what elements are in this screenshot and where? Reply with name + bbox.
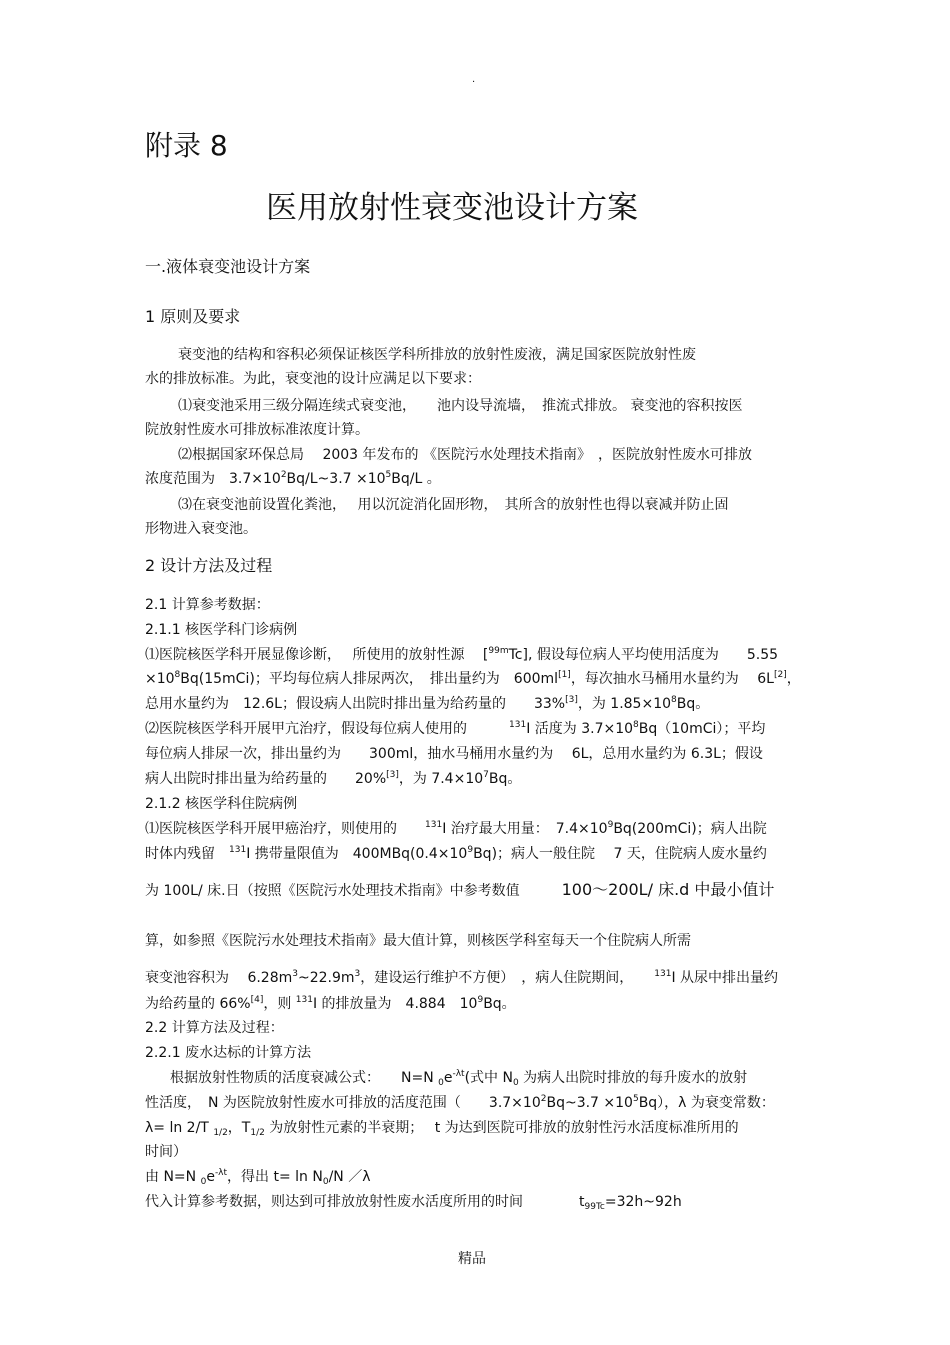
footer-label: 精品 <box>458 1251 486 1267</box>
para-line: 水的排放标准。为此，衰变池的设计应满足以下要求： <box>145 371 481 387</box>
para-line: 每位病人排尿一次，排出量约为 300ml，抽水马桶用水量约为 6L，总用水量约为 6.3L；假设 <box>145 746 763 762</box>
para-line: 形物进入衰变池。 <box>145 521 257 537</box>
section-heading-liquid-tank: 一.液体衰变池设计方案 <box>145 257 311 276</box>
para-line: 浓度范围为 $3.7\times 10^2Bq/L\sim 3.7 \times 10^5Bq/L$ 。 <box>145 470 441 487</box>
subheading: 2.1 计算参考数据： <box>145 597 270 613</box>
para-line: 为 100L/ 床.日（按照《医院污水处理技术指南》中参考数值 100～200L/ 床.d 中最小值计 <box>145 880 775 899</box>
para-line: λ= ln 2/T $_{1/2}$，$T_{1/2}$ 为放射性元素的半衰期； t 为达到医院可排放的放射性污水活度标准所用的 <box>145 1120 739 1138</box>
para-line: 时间） <box>145 1144 187 1160</box>
para-line: 代入计算参考数据，则达到可排放放射性废水活度所用的时间 $t_{99Tc}=32h\sim 92h$ <box>145 1194 682 1212</box>
para-line: 为给药量的 66%[4]，则 $^{131}$I 的排放量为 4.884 $10^9Bq$。 <box>145 995 516 1012</box>
para-line: 根据放射性物质的活度衰减公式： N=N $_0e^{-\lambda t}$(式中 $N_0$ 为病人出院时排放的每升废水的放射 <box>170 1069 748 1088</box>
para-line: 算，如参照《医院污水处理技术指南》最大值计算，则核医学科室每天一个住院病人所需 <box>145 933 691 949</box>
heading-principles: 1 原则及要求 <box>145 307 241 326</box>
para-line: ⑵医院核医学科开展甲亢治疗，假设每位病人使用的 $^{131}$I 活度为 $3.7\times 10^8Bq(10mCi)$；平均 <box>145 720 766 737</box>
subheading: 2.1.1 核医学科门诊病例 <box>145 622 298 638</box>
para-line: ⑵根据国家环保总局 2003 年发布的 《医院污水处理技术指南》 ，医院放射性废水可排放 <box>178 447 752 463</box>
para-line: ⑴医院核医学科开展甲癌治疗，则使用的 $^{131}$I 治疗最大用量： $7.4\times 10^9Bq(200mCi)$；病人出院 <box>145 820 767 837</box>
para-line: 衰变池容积为 $6.28m^3\sim 22.9m^3$，建设运行维护不方便） ，病人住院期间， $^{131}$I 从尿中排出量约 <box>145 969 779 986</box>
header-dot: . <box>472 74 476 85</box>
para-line: ⑶在衰变池前设置化粪池， 用以沉淀消化固形物， 其所含的放射性也得以衰减并防止固 <box>178 497 729 513</box>
para-line: 由 N=N $_0e^{-\lambda t}$，得出 $t= \ln N_0/N$ ／λ <box>145 1168 371 1187</box>
appendix-label: 附录 8 <box>145 129 228 162</box>
para-line: 时体内残留 $^{131}$I 携带量限值为 $400MBq(0.4\times 10^9Bq)$；病人一般住院 7 天，住院病人废水量约 <box>145 845 767 862</box>
para-line: $\times 10^8Bq(15mCi)$；平均每位病人排尿两次， 排出量约为 600ml[1]，每次抽水马桶用水量约为 6L[2]， <box>145 670 801 687</box>
heading-design-method: 2 设计方法及过程 <box>145 556 273 575</box>
subheading: 2.2 计算方法及过程： <box>145 1020 284 1036</box>
para-line: ⑴医院核医学科开展显像诊断， 所使用的放射性源 [$^{99m}$Tc], 假设每位病人平均使用活度为 5.55 <box>145 646 779 663</box>
subheading: 2.1.2 核医学科住院病例 <box>145 796 298 812</box>
para-line: 院放射性废水可排放标准浓度计算。 <box>145 422 369 438</box>
para-line: ⑴衰变池采用三级分隔连续式衰变池， 池内设导流墙， 推流式排放。 衰变池的容积按医 <box>178 398 743 414</box>
para-line: 性活度， N 为医院放射性废水可排放的活度范围（ $3.7\times 10^2Bq\sim 3.7 \times 10^5Bq$），λ 为衰变常数： <box>145 1094 775 1111</box>
document-title: 医用放射性衰变池设计方案 <box>266 190 638 226</box>
subheading: 2.2.1 废水达标的计算方法 <box>145 1045 312 1061</box>
para-line: 衰变池的结构和容积必须保证核医学科所排放的放射性废液，满足国家医院放射性废 <box>178 347 696 363</box>
para-line: 病人出院时排出量为给药量的 20%[3]，为 $7.4\times 10^7Bq$。 <box>145 770 522 787</box>
para-line: 总用水量约为 12.6L；假设病人出院时排出量为给药量的 33%[3]，为 $1.85\times 10^8Bq$。 <box>145 695 710 712</box>
